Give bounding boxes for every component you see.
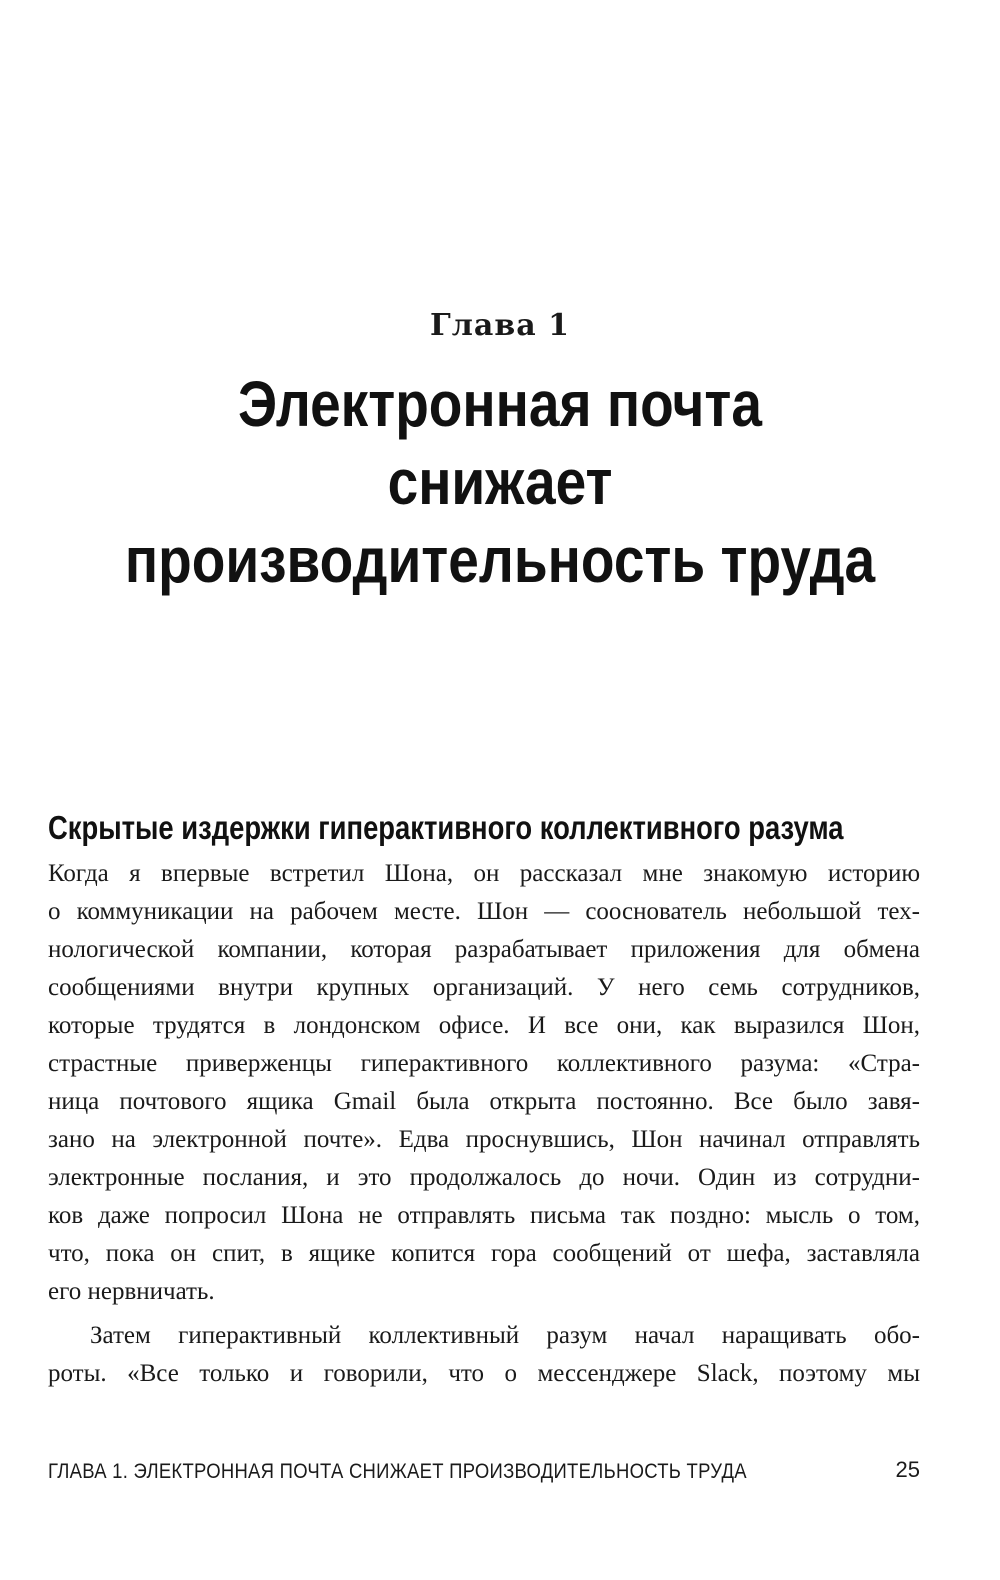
- text-line: Затем гиперактивный коллективный разум начал наращивать обо-: [90, 1322, 920, 1349]
- page-number: 25: [895, 1457, 920, 1482]
- text-line: его нервничать.: [48, 1278, 215, 1305]
- paragraph-2: [48, 1317, 920, 1393]
- text-line: что, пока он спит, в ящике копится гора сообщений от шефа, заставляла: [48, 1240, 920, 1267]
- section-heading: Скрытые издержки гиперактивного коллективного разума: [48, 809, 844, 846]
- text-line: о коммуникации на рабочем месте. Шон — сооснователь небольшой тех-: [48, 898, 920, 925]
- text-line: которые трудятся в лондонском офисе. И все они, как выразился Шон,: [48, 1012, 920, 1039]
- text-line: зано на электронной почте». Едва проснувшись, Шон начинал отправлять: [48, 1126, 920, 1153]
- text-line: сообщениями внутри крупных организаций. У него семь сотрудников,: [48, 974, 920, 1001]
- chapter-title-line: Электронная почта снижает: [238, 368, 762, 518]
- chapter-title-line: производительность труда: [124, 524, 876, 596]
- text-line: электронные послания, и это продолжалось до ночи. Один из сотрудни-: [48, 1164, 920, 1191]
- text-line: страстные приверженцы гиперактивного коллективного разума: «Стра-: [48, 1050, 920, 1077]
- chapter-title: [122, 365, 879, 599]
- chapter-label: Глава 1: [430, 308, 570, 343]
- running-title: ГЛАВА 1. ЭЛЕКТРОННАЯ ПОЧТА СНИЖАЕТ ПРОИЗВОДИТЕЛЬНОСТЬ ТРУДА: [48, 1460, 747, 1483]
- paragraph-1: [48, 855, 920, 1311]
- text-line: нологической компании, которая разрабатывает приложения для обмена: [48, 936, 920, 963]
- text-line: роты. «Все только и говорили, что о мессенджере Slack, поэтому мы: [48, 1360, 920, 1387]
- text-line: ница почтового ящика Gmail была открыта постоянно. Все было завя-: [48, 1088, 920, 1115]
- text-line: Когда я впервые встретил Шона, он рассказал мне знакомую историю: [48, 860, 920, 887]
- text-line: ков даже попросил Шона не отправлять письма так поздно: мысль о том,: [48, 1202, 920, 1229]
